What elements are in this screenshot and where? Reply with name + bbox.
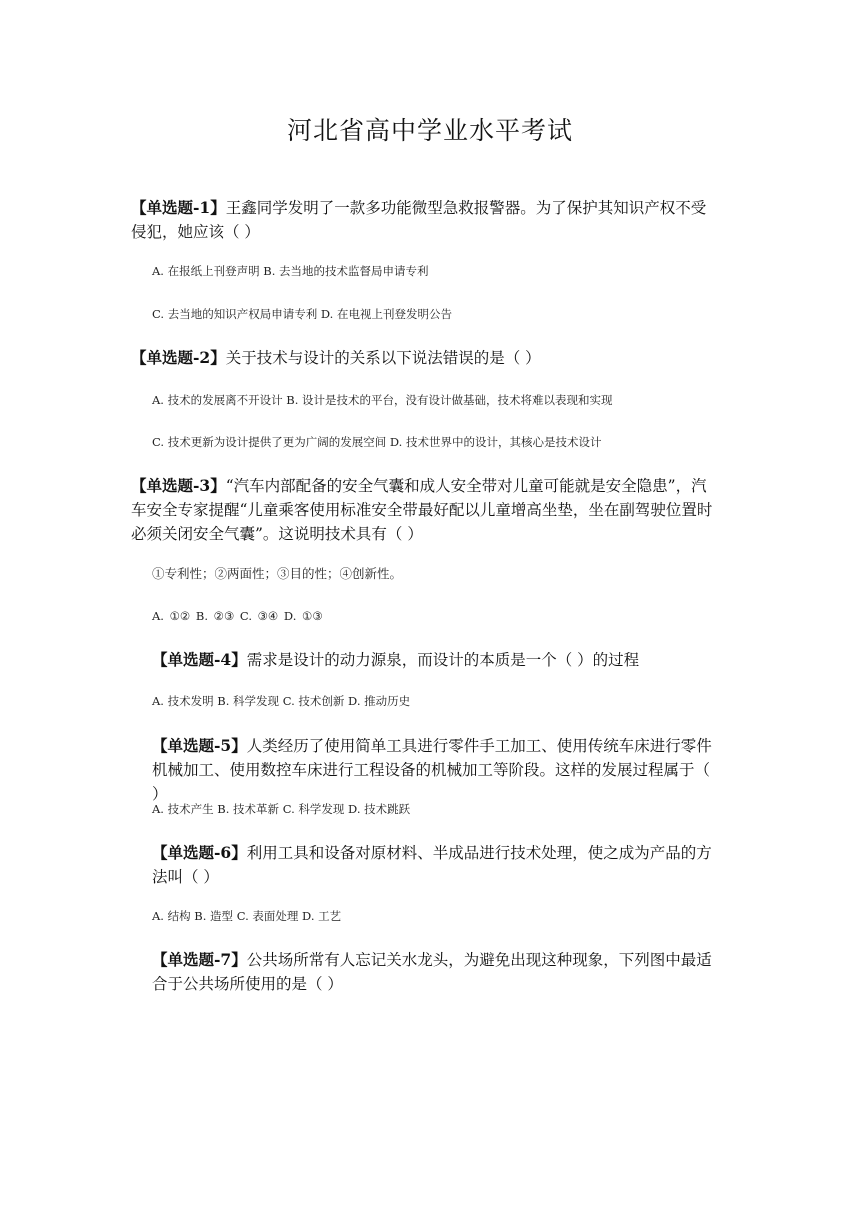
statement-list: ①专利性；②两面性；③目的性；④创新性。 xyxy=(152,566,403,581)
option-line: A. 技术发明 B. 科学发现 C. 技术创新 D. 推动历史 xyxy=(152,694,411,708)
option-line: A. ①② B. ②③ C. ③④ D. ①③ xyxy=(152,609,323,623)
question-3 xyxy=(131,474,716,546)
question-stem: 人类经历了使用简单工具进行零件手工加工、使用传统车床进行零件机械加工、使用数控车床进行工程设备的机械加工等阶段。这样的发展过程属于（ ） xyxy=(152,737,712,803)
question-stem: 王鑫同学发明了一款多功能微型急救报警器。为了保护其知识产权不受侵犯，她应该（ ） xyxy=(131,199,707,241)
question-tag: 【单选题-6】 xyxy=(152,843,247,862)
question-tag: 【单选题-2】 xyxy=(131,348,226,367)
option-line: A. 在报纸上刊登声明 B. 去当地的技术监督局申请专利 xyxy=(152,264,429,278)
question-1 xyxy=(131,196,716,244)
page-title: 河北省高中学业水平考试 xyxy=(286,116,573,145)
option-line: A. 技术的发展离不开设计 B. 设计是技术的平台，没有设计做基础，技术将难以表现和实现 xyxy=(152,393,613,407)
question-tag: 【单选题-4】 xyxy=(152,650,247,669)
option-line: C. 去当地的知识产权局申请专利 D. 在电视上刊登发明公告 xyxy=(152,307,452,321)
question-tag: 【单选题-5】 xyxy=(152,736,247,755)
question-2 xyxy=(131,346,716,370)
question-stem: 公共场所常有人忘记关水龙头，为避免出现这种现象，下列图中最适合于公共场所使用的是（ ） xyxy=(152,951,712,993)
question-tag: 【单选题-1】 xyxy=(131,198,226,217)
question-stem: 需求是设计的动力源泉，而设计的本质是一个（ ）的过程 xyxy=(246,651,640,669)
question-7 xyxy=(152,948,717,996)
option-line: C. 技术更新为设计提供了更为广阔的发展空间 D. 技术世界中的设计，其核心是技术设计 xyxy=(152,435,602,449)
question-stem: 利用工具和设备对原材料、半成品进行技术处理，使之成为产品的方法叫（ ） xyxy=(152,844,712,886)
option-line: A. 结构 B. 造型 C. 表面处理 D. 工艺 xyxy=(152,909,342,923)
question-stem: 关于技术与设计的关系以下说法错误的是（ ） xyxy=(225,349,541,367)
question-tag: 【单选题-3】 xyxy=(131,476,226,495)
question-6 xyxy=(152,841,717,889)
question-tag: 【单选题-7】 xyxy=(152,950,247,969)
question-4 xyxy=(152,648,737,672)
option-line: A. 技术产生 B. 技术革新 C. 科学发现 D. 技术跳跃 xyxy=(152,802,411,816)
question-stem: “汽车内部配备的安全气囊和成人安全带对儿童可能就是安全隐患”，汽车安全专家提醒“儿童乘客使用标准安全带最好配以儿童增高坐垫，坐在副驾驶位置时必须关闭安全气囊”。这说明技术具有（ ） xyxy=(131,477,713,543)
question-5 xyxy=(152,734,717,806)
